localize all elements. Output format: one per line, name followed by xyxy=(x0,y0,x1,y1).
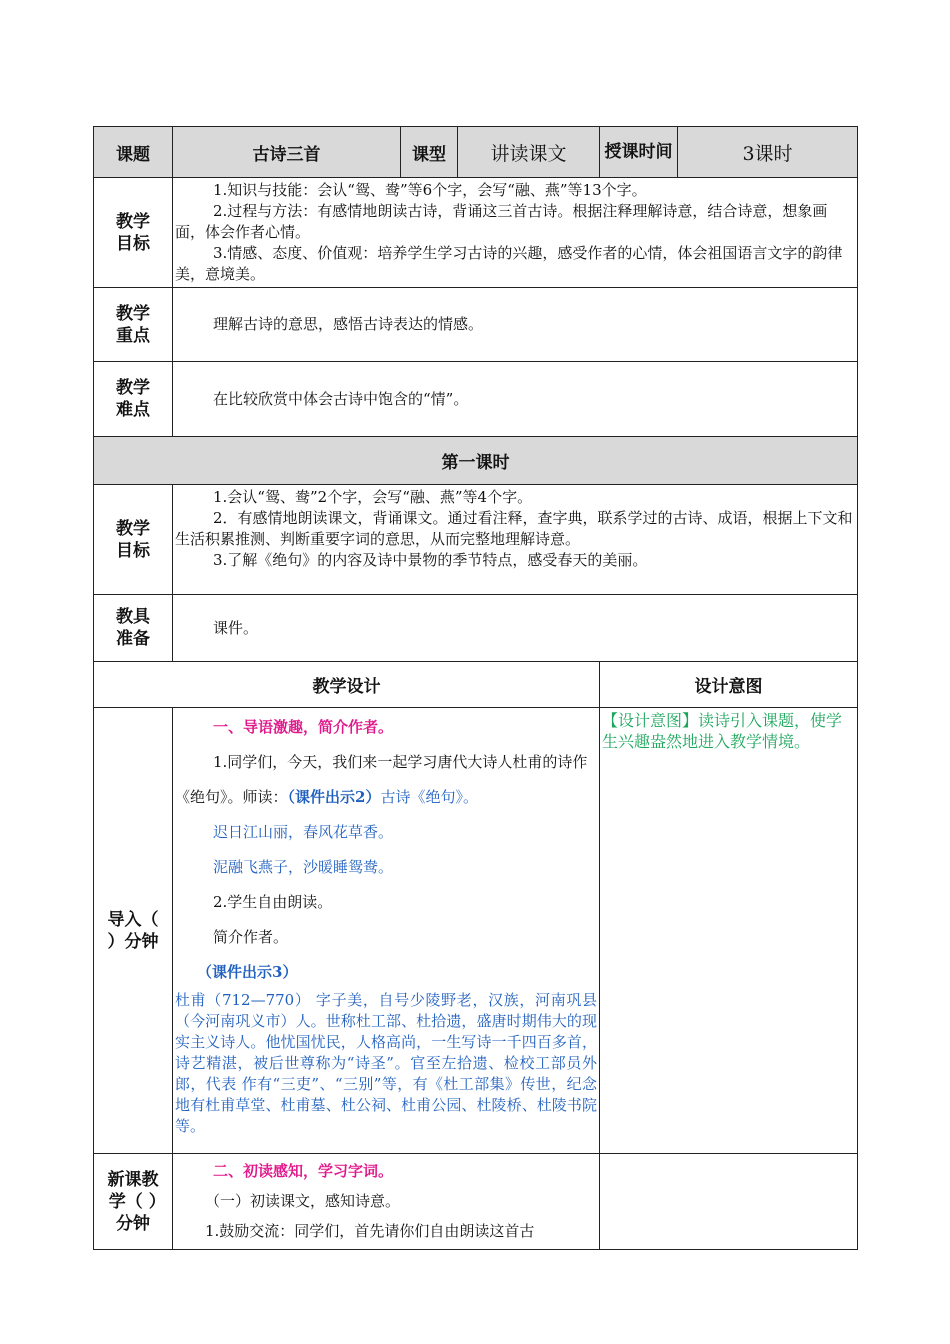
lesson1-objectives-label: 教学目标 xyxy=(94,485,173,595)
newlesson-heading: 二、初读感知，学习字词。 xyxy=(213,1162,394,1180)
lesson1-objective-2: 2．有感情地朗读课文，背诵课文。通过看注释，查字典，联系学过的古诗、成语，根据上下文和生活积累推测、判断重要字词的意思，从而完整地理解诗意。 xyxy=(175,509,853,548)
objectives-label: 教学目标 xyxy=(94,178,173,288)
poem-line-2: 泥融飞燕子，沙暖睡鸳鸯。 xyxy=(213,858,394,876)
lesson1-objectives-content xyxy=(173,485,858,595)
intro-paragraph-2: 2.学生自由朗读。 xyxy=(213,893,333,911)
intro-content xyxy=(173,708,600,1154)
difficulties-content xyxy=(173,362,858,437)
design-header: 教学设计 xyxy=(94,662,600,708)
poem-title: 古诗《绝句》。 xyxy=(380,788,478,806)
lesson-plan-sheet xyxy=(93,126,857,1250)
type-label: 课型 xyxy=(401,127,458,178)
prep-label: 教具准备 xyxy=(94,595,173,662)
intro-paragraph-3: 简介作者。 xyxy=(213,928,289,946)
newlesson-intent xyxy=(600,1154,858,1250)
lesson1-objective-1: 1.会认“鸳、鸯”2个字，会写“融、燕”等4个字。 xyxy=(213,488,533,506)
objectives-row xyxy=(94,178,858,288)
lesson1-objectives-row xyxy=(94,485,858,595)
key-points-content xyxy=(173,288,858,362)
header-row xyxy=(94,127,858,178)
newlesson-paragraph-1: （一）初读课文，感知诗意。 xyxy=(205,1192,401,1210)
topic-label: 课题 xyxy=(94,127,173,178)
difficulties-row xyxy=(94,362,858,437)
courseware-slide-3: （课件出示3） xyxy=(197,963,298,981)
key-points-text: 理解古诗的意思，感悟古诗表达的情感。 xyxy=(213,315,484,333)
key-points-label: 教学重点 xyxy=(94,288,173,362)
newlesson-content xyxy=(173,1154,600,1250)
intro-row xyxy=(94,708,858,1154)
newlesson-row xyxy=(94,1154,858,1250)
intro-p1-text: 1.同学们，今天，我们来一起学习唐代大诗人杜甫的诗作《绝句》。师读： xyxy=(175,753,588,806)
lesson-plan-table xyxy=(93,126,858,1250)
objectives-content xyxy=(173,178,858,288)
key-points-row xyxy=(94,288,858,362)
poem-line-1: 迟日江山丽，春风花草香。 xyxy=(213,823,394,841)
author-bio: 杜甫（712—770） 字子美，自号少陵野老，汉族，河南巩县（今河南巩义市）人。世称杜工部、杜拾遗，盛唐时期伟大的现实主义诗人。他忧国忧民，人格高尚，一生写诗一千四百多首，诗艺精湛，被后世尊称为“诗圣”。官至左拾遗、检校工部员外郎，代表 作有“三吏”、“三别”等，有《杜工部集》传世，纪念地有杜甫草堂、杜甫墓、杜公祠、杜甫公园、杜陵桥、杜陵书院等。 xyxy=(175,991,597,1135)
intent-header: 设计意图 xyxy=(600,662,858,708)
prep-text: 课件。 xyxy=(213,618,259,637)
time-value: 3课时 xyxy=(678,127,858,178)
time-label: 授课时间 xyxy=(600,127,678,178)
intro-intent: 【设计意图】读诗引入课题，使学生兴趣盎然地进入教学情境。 xyxy=(600,708,858,1154)
topic-value: 古诗三首 xyxy=(173,127,401,178)
objective-2: 2.过程与方法：有感情地朗读古诗，背诵这三首古诗。根据注释理解诗意，结合诗意，想象画面，体会作者心情。 xyxy=(175,202,828,241)
objective-3: 3.情感、态度、价值观：培养学生学习古诗的兴趣，感受作者的心情，体会祖国语言文字的韵律美，意境美。 xyxy=(175,244,843,283)
intro-paragraph-1 xyxy=(175,745,597,815)
courseware-slide-2: （课件出示2） xyxy=(287,788,381,806)
intro-heading: 一、导语激趣，简介作者。 xyxy=(213,718,394,736)
prep-row xyxy=(94,595,858,662)
difficulties-label: 教学难点 xyxy=(94,362,173,437)
prep-content xyxy=(173,595,858,662)
difficulties-text: 在比较欣赏中体会古诗中饱含的“情”。 xyxy=(213,389,469,408)
objective-1: 1.知识与技能：会认“鸳、鸯”等6个字，会写“融、燕”等13个字。 xyxy=(213,181,647,199)
type-value: 讲读课文 xyxy=(458,127,600,178)
lesson1-title-row xyxy=(94,437,858,485)
newlesson-paragraph-2: 1.鼓励交流：同学们，首先请你们自由朗读这首古 xyxy=(205,1222,535,1240)
lesson1-title: 第一课时 xyxy=(94,437,858,485)
lesson1-objective-3: 3.了解《绝句》的内容及诗中景物的季节特点，感受春天的美丽。 xyxy=(213,551,648,569)
intro-label: 导入（ ）分钟 xyxy=(94,708,173,1154)
design-header-row xyxy=(94,662,858,708)
newlesson-label: 新课教学（ ）分钟 xyxy=(94,1154,173,1250)
